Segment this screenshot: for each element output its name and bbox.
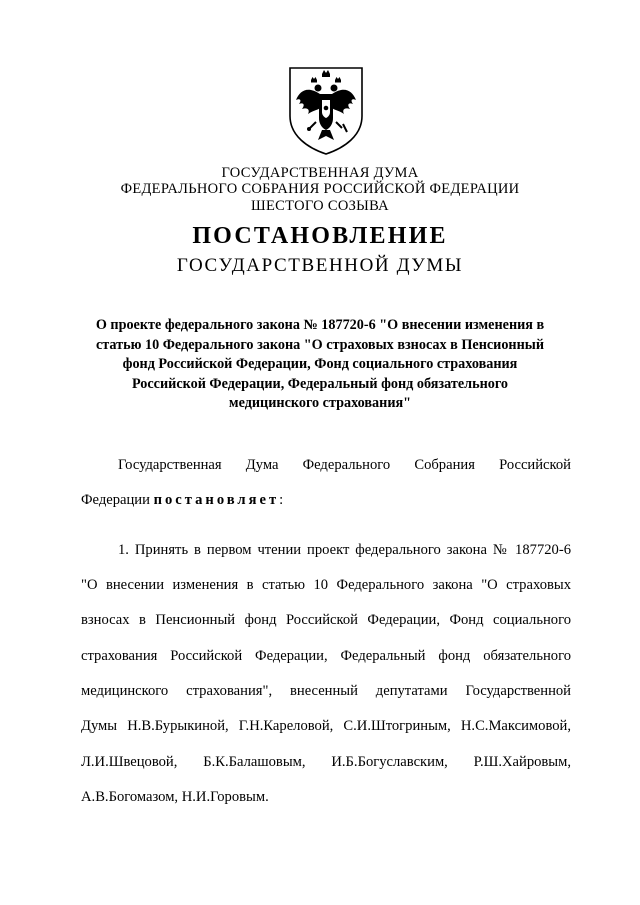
preamble-colon: : [279, 492, 284, 508]
subject-line: медицинского страхования" [228, 395, 412, 411]
paragraph-line: А.В.Богомазом, Н.И.Горовым. [81, 789, 269, 805]
document-title: ПОСТАНОВЛЕНИЕ [192, 223, 448, 249]
document-subtitle: ГОСУДАРСТВЕННОЙ ДУМЫ [176, 255, 464, 276]
paragraph-line: Думы Н.В.Бурыкиной, Г.Н.Кареловой, С.И.Штогриным, Н.С.Максимовой, [81, 718, 571, 734]
paragraph-line: "О внесении изменения в статью 10 Федерального закона "О страховых [81, 577, 571, 593]
paragraph-line: страхования Российской Федерации, Федеральный фонд обязательного [81, 648, 571, 664]
coat-of-arms-icon [286, 64, 366, 156]
subject-line: О проекте федерального закона № 187720-6 "О внесении изменения в [95, 317, 545, 333]
subject-line: Российской Федерации, Федеральный фонд обязательного [131, 375, 509, 392]
assembly-name: ФЕДЕРАЛЬНОГО СОБРАНИЯ РОССИЙСКОЙ ФЕДЕРАЦИИ [120, 181, 520, 197]
subject-line: фонд Российской Федерации, Фонд социального страхования [122, 356, 518, 372]
preamble-text: Федерации [81, 492, 150, 508]
resolution-subject [70, 316, 570, 414]
preamble-line: Государственная Дума Федерального Собрания Российской [118, 457, 571, 473]
parliament-name: ГОСУДАРСТВЕННАЯ ДУМА [221, 165, 419, 181]
paragraph-line: медицинского страхования", внесенный депутатами Государственной [81, 683, 571, 699]
subject-line: статью 10 Федерального закона "О страховых взносах в Пенсионный [95, 336, 545, 353]
convocation: ШЕСТОГО СОЗЫВА [251, 198, 389, 214]
paragraph-line: 1. Принять в первом чтении проект федерального закона № 187720-6 [118, 542, 571, 558]
preamble-line [81, 492, 571, 509]
paragraph-line: Л.И.Швецовой, Б.К.Балашовым, И.Б.Богуславским, Р.Ш.Хайровым, [81, 754, 571, 770]
paragraph-line: взносах в Пенсионный фонд Российской Федерации, Фонд социального [81, 612, 571, 628]
decree-verb: постановляет [153, 492, 280, 508]
